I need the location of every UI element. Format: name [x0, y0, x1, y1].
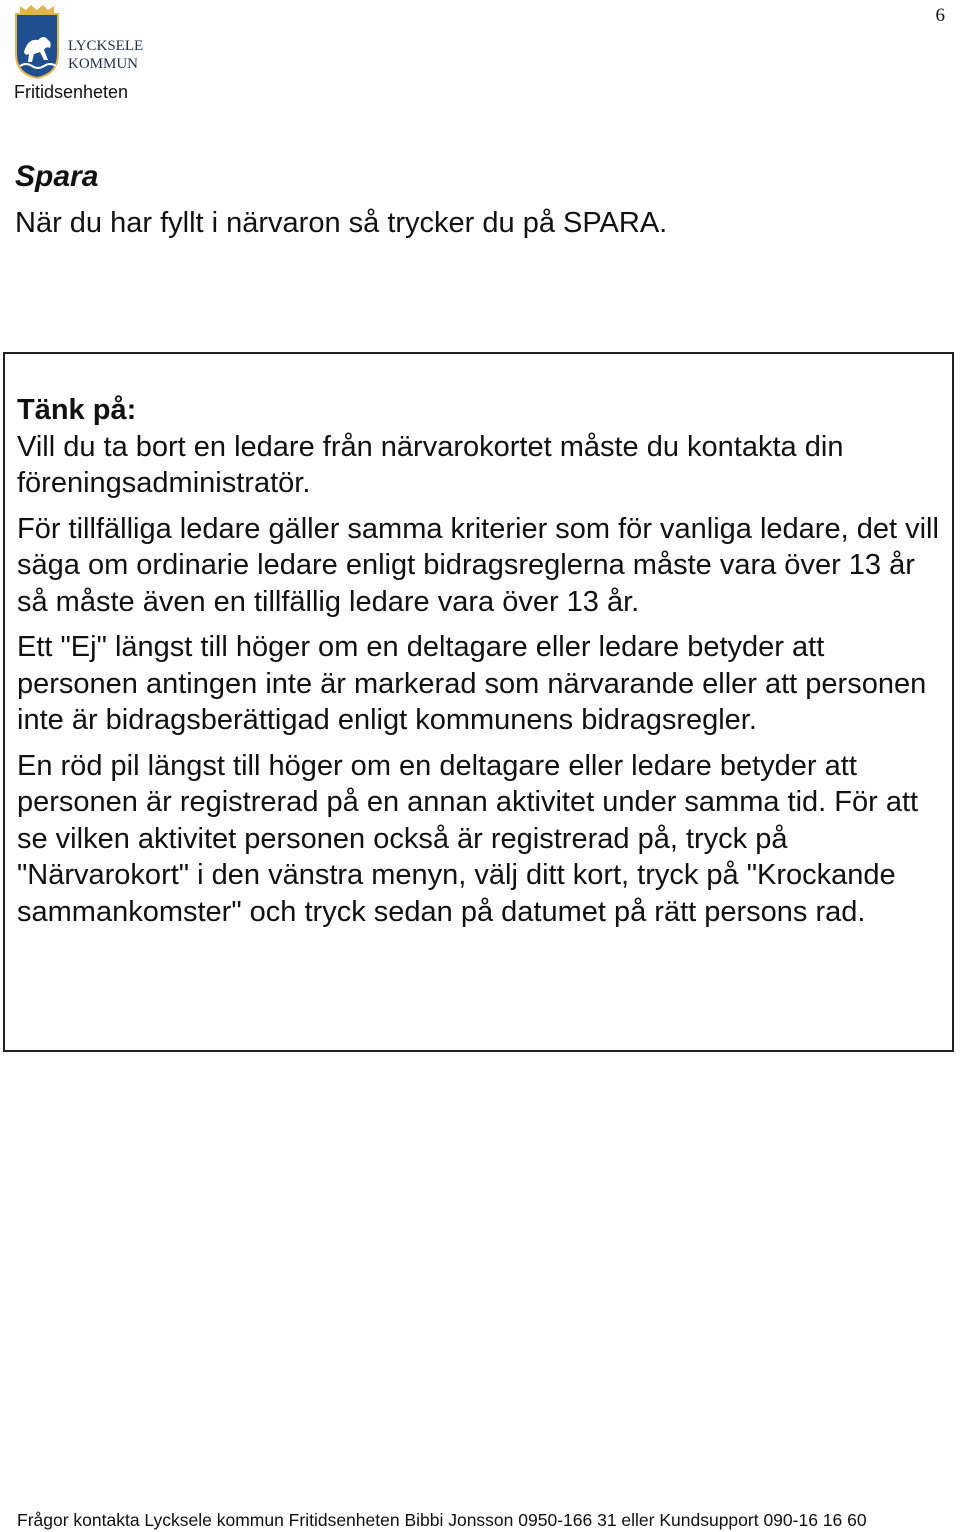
lycksele-kommun-logo — [14, 4, 154, 80]
note-paragraph-1: Vill du ta bort en ledare från närvarokortet måste du kontakta din föreningsadministratör. — [17, 430, 844, 499]
page-number: 6 — [935, 5, 945, 26]
footer-contact: Frågor kontakta Lycksele kommun Fritidsenheten Bibbi Jonsson 0950-166 31 eller Kundsupport 090-16 16 60 — [17, 1510, 867, 1530]
svg-text:LYCKSELE: LYCKSELE — [68, 38, 144, 54]
section-text: När du har fyllt i närvaron så trycker du på SPARA. — [15, 207, 668, 239]
crest-icon — [16, 5, 58, 78]
note-heading: Tänk på: — [17, 394, 137, 426]
note-paragraph-3: Ett "Ej" längst till höger om en deltagare eller ledare betyder att personen antingen inte är markerad som närvarande eller att personen inte är bidragsberättigad enligt kommunens bidragsregler. — [17, 631, 927, 736]
section-heading: Spara — [15, 160, 99, 193]
note-paragraph-4: En röd pil längst till höger om en deltagare eller ledare betyder att personen är registrerad på en annan aktivitet under samma tid. För att se vilken aktivitet personen också är registrerad på, tryck på "Närvarokort" i den vänstra menyn, välj ditt kort, tryck på "Krockande sammankomster" och tryck sedan på datumet på rätt persons rad. — [17, 749, 919, 928]
org-unit-label: Fritidsenheten — [14, 82, 129, 102]
note-content — [17, 392, 952, 939]
svg-text:KOMMUN: KOMMUN — [68, 56, 139, 72]
note-box — [3, 352, 954, 1052]
note-paragraph-2: För tillfälliga ledare gäller samma kriterier som för vanliga ledare, det vill säga om ordinarie ledare enligt bidragsreglerna måste vara över 13 år så måste även en tillfällig ledare vara över 13 år. — [17, 512, 939, 618]
